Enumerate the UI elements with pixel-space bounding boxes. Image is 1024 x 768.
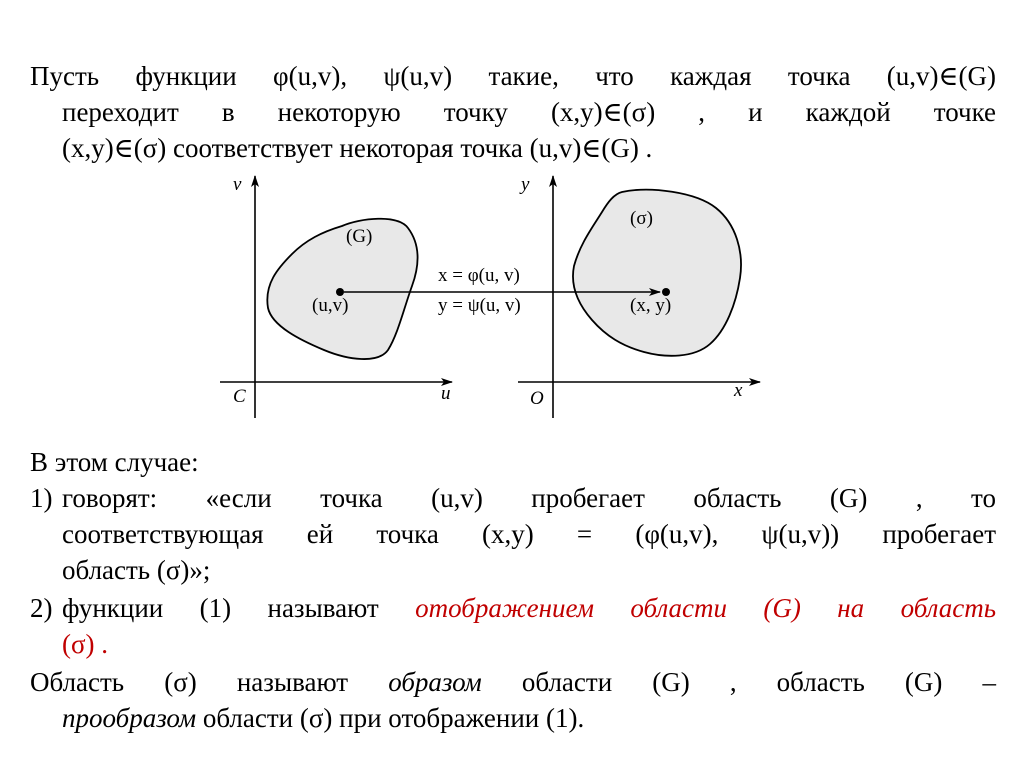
point-xy-label: (x, y) <box>630 295 672 316</box>
final-part-3: области (σ) при отображении (1). <box>196 703 585 733</box>
list-item-2-body <box>62 590 996 662</box>
final-part-2: области (G) , область (G) – <box>481 667 996 697</box>
list-item-2-line-1 <box>62 590 996 626</box>
mapping-diagram <box>210 168 790 424</box>
left-origin-label: C <box>233 386 246 407</box>
case-title: В этом случае: <box>30 447 199 477</box>
region-g-label: (G) <box>346 226 373 247</box>
list-item-2-emphasis: отображением области (G) на область <box>415 593 996 623</box>
list-item-2 <box>30 590 996 662</box>
intro-paragraph <box>30 58 996 166</box>
left-u-axis-label: u <box>441 383 451 404</box>
right-origin-label: O <box>530 388 544 409</box>
list-item-1-line-1: говорят: «если точка (u,v) пробегает область (G) , то <box>62 483 996 513</box>
list-item-1-line-2: соответствующая ей точка (x,y) = (φ(u,v), ψ(u,v)) пробегает <box>62 519 996 549</box>
mapping-figure <box>210 168 790 424</box>
list-item-1-body <box>62 480 996 588</box>
intro-line-1: Пусть функции φ(u,v), ψ(u,v) такие, что каждая точка (u,v)∈(G) <box>30 61 996 91</box>
right-x-axis-label: x <box>734 380 743 401</box>
final-line-1 <box>30 664 996 700</box>
list-item-1 <box>30 480 996 588</box>
left-v-axis-label: v <box>233 174 242 195</box>
mapping-formula-x: x = φ(u, v) <box>438 265 520 286</box>
region-sigma-label: (σ) <box>630 208 653 229</box>
region-sigma <box>573 190 741 356</box>
intro-line-3: (x,y)∈(σ) соответствует некоторая точка (u,v)∈(G) . <box>62 133 653 163</box>
final-paragraph <box>30 664 996 736</box>
intro-line-2: переходит в некоторую точку (x,y)∈(σ) , и каждой точке <box>62 97 996 127</box>
mapping-formula-y: y = ψ(u, v) <box>438 295 521 316</box>
list-item-2-number: 2) <box>30 593 53 623</box>
list-item-2-line-2: (σ) . <box>62 629 109 659</box>
list-item-1-number: 1) <box>30 483 53 513</box>
point-uv-label: (u,v) <box>312 295 349 316</box>
right-y-axis-label: y <box>521 174 530 195</box>
final-part-1: Область (σ) называют <box>30 667 389 697</box>
final-term-preimage: прообразом <box>62 703 197 733</box>
list-item-2-text: функции (1) называют <box>62 593 416 623</box>
final-line-2 <box>30 700 996 736</box>
final-term-image: образом <box>388 667 482 697</box>
list-item-1-line-3: область (σ)»; <box>62 555 211 585</box>
